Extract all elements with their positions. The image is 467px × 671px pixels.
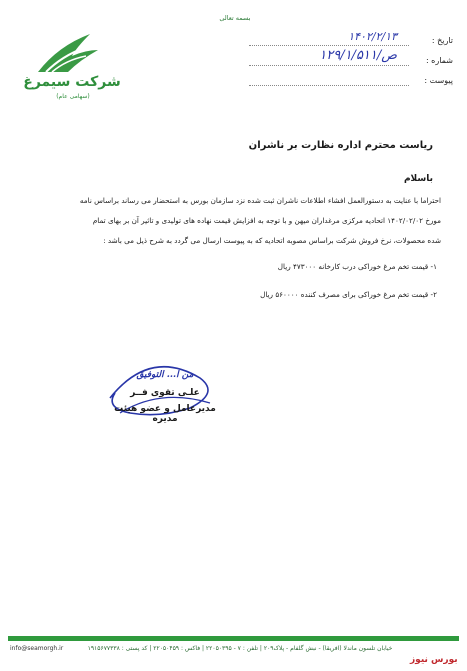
signatory-name: علـی تقوی فــر <box>130 388 200 398</box>
footer-address: خیابان تلسون ماندلا (افریقا) - نبش گلفام - پلاک۲۰۹ | تلفن : ۷ - ۲۲۰۵۰۳۹۵ | فاکس : ۲۲۰۵۰۴۵۹ | کد پستی : ۱۹۱۵۶۷۷۳۳۸ <box>87 645 393 652</box>
number-label: شماره : <box>425 56 453 65</box>
bismillah-heading: بسمه تعالی <box>219 14 251 22</box>
watermark-logo: بورس نیوز <box>410 655 458 665</box>
attachment-line <box>249 76 409 86</box>
price-item: ۲- قیمت تخم مرغ خوراکی برای مصرف کننده ۵۶۰۰۰۰ ریال <box>260 290 437 299</box>
price-item: ۱- قیمت تخم مرغ خوراکی درب کارخانه ۴۷۳۰۰۰ ریال <box>277 262 437 271</box>
date-label: تاریخ : <box>431 36 453 45</box>
body-line: مورخ ۱۴۰۲/۰۲/۰۲ اتحادیه مرکزی مرغداران میهن و با توجه به افزایش قیمت نهاده های تولیدی و تاثیر آن بر بهای تمام <box>92 216 441 225</box>
footer-bar <box>8 636 459 641</box>
number-value: ۱۲۹/۱/۵۱۱/ص <box>319 48 397 63</box>
attachment-label: پیوست : <box>424 76 453 85</box>
closing-phrase: من ا... التوفیق <box>136 370 194 380</box>
recipient-heading: ریاست محترم اداره نظارت بر ناشران <box>248 140 433 151</box>
signatory-title: مدیرعامل و عضو هیئت مدیره <box>114 404 216 424</box>
greeting: باسلام <box>403 174 433 184</box>
simorgh-bird-logo <box>28 26 108 78</box>
date-value: ۱۴۰۲/۲/۱۳ <box>348 30 397 43</box>
body-line: شده محصولات، نرخ فروش شرکت براساس مصوبه اتحادیه که به پیوست ارسال می گردد به شرح ذیل می باشد : <box>103 236 441 245</box>
footer-email: info@seamorgh.ir <box>10 645 64 652</box>
body-line: احتراما با عنایت به دستورالعمل افشاء اطلاعات ناشران ثبت شده نزد سازمان بورس به استحضار می رساند براساس نامه <box>79 196 441 205</box>
company-name: شرکت سیمرغ <box>23 74 121 90</box>
company-subtitle: (سهامی عام) <box>56 93 90 100</box>
